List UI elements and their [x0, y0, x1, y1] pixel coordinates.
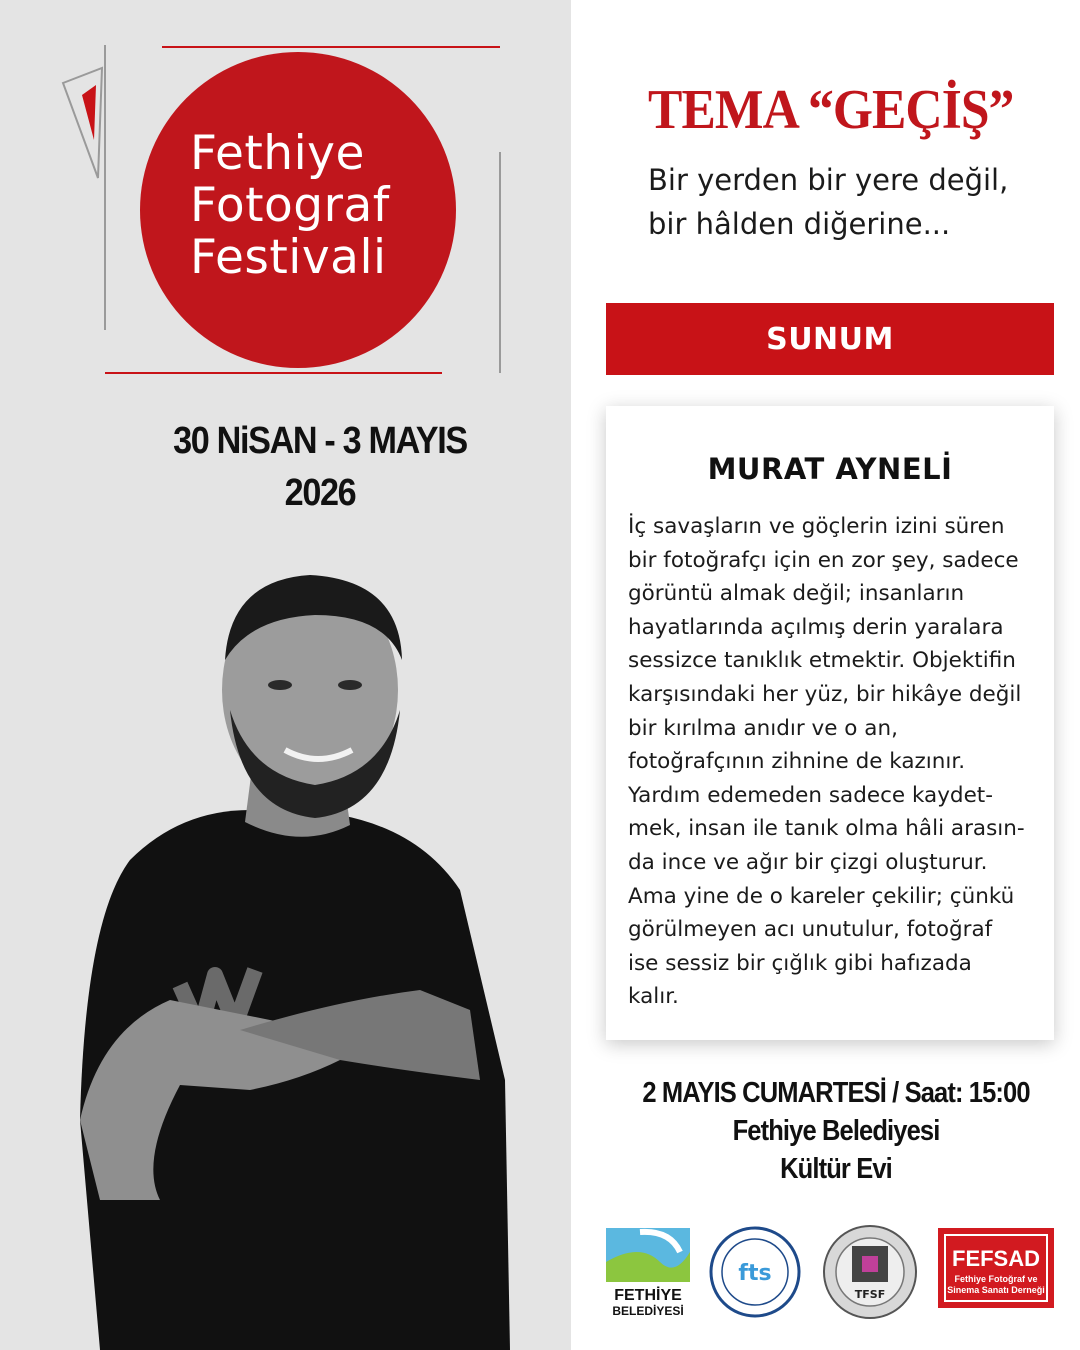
fefsad-logo [938, 1228, 1054, 1308]
description-line: görüntü almak değil; insanların [628, 581, 965, 607]
fefsad-title: FEFSAD [952, 1246, 1040, 1271]
fefsad-subtitle: Fethiye Fotoğraf ve [954, 1274, 1038, 1284]
presenter-photo [40, 560, 520, 1350]
description-line: karşısındaki her yüz, bir hikâye değil [628, 681, 1022, 707]
event-venue-line: Fethiye Belediyesi [732, 1115, 940, 1147]
tfsf-logo [824, 1226, 916, 1318]
tfsf-mark: TFSF [854, 1288, 886, 1301]
fethiye-logo-text: FETHİYE [614, 1287, 682, 1304]
event-info [606, 1074, 1066, 1188]
description-line: kalır. [628, 984, 679, 1010]
description-line: bir fotoğrafçı için en zor şey, sadece [628, 547, 1019, 573]
event-venue-line: Kültür Evi [780, 1153, 892, 1185]
festival-name-line: Fotograf [190, 178, 390, 233]
event-datetime: 2 MAYIS CUMARTESİ / Saat: 15:00 [642, 1077, 1030, 1109]
description-line: hayatlarında açılmış derin yaralara [628, 614, 1004, 640]
description-line: Yardım edemeden sadece kaydet- [628, 782, 993, 808]
fefsad-subtitle: Sinema Sanatı Derneği [947, 1285, 1045, 1295]
description-line: görülmeyen acı unutulur, fotoğraf [628, 917, 993, 943]
sponsor-logos [600, 1222, 1070, 1322]
fethiye-logo-text: BELEDİYESİ [612, 1304, 684, 1318]
fethiye-belediyesi-logo [606, 1228, 690, 1318]
description-line: bir kırılma anıdır ve o an, [628, 715, 898, 741]
description-line: İç savaşların ve göçlerin izini süren [628, 514, 1005, 539]
section-label-bar: SUNUM [606, 303, 1054, 375]
ftso-mark: fts [738, 1261, 772, 1286]
description-line: Ama yine de o kareler çekilir; çünkü [628, 883, 1015, 909]
tagline-line: Bir yerden bir yere değil, [648, 163, 1009, 197]
ftso-logo [711, 1228, 799, 1316]
festival-name [190, 128, 450, 284]
description-line: da ince ve ağır bir çizgi oluşturur. [628, 849, 988, 875]
theme-title: TEMA “GEÇİŞ” [648, 79, 1014, 141]
festival-dates: 30 NiSAN - 3 MAYIS [173, 420, 467, 462]
description-line: sessizce tanıklık etmektir. Objektifin [628, 648, 1016, 674]
presenter-name: MURAT AYNELİ [707, 452, 953, 486]
description-line: fotoğrafçının zihnine de kazınır. [628, 749, 966, 775]
description-line: ise sessiz bir çığlık gibi hafızada [628, 950, 972, 976]
tagline-line: bir hâlden diğerine... [648, 207, 951, 241]
festival-year: 2026 [284, 472, 356, 514]
description-line: mek, insan ile tanık olma hâli arasın- [628, 816, 1025, 842]
theme-tagline [648, 158, 1008, 246]
presenter-card [606, 406, 1054, 1040]
presenter-description [628, 510, 1048, 1014]
festival-name-line: Fethiye [190, 126, 365, 181]
festival-name-line: Festivali [190, 230, 387, 285]
